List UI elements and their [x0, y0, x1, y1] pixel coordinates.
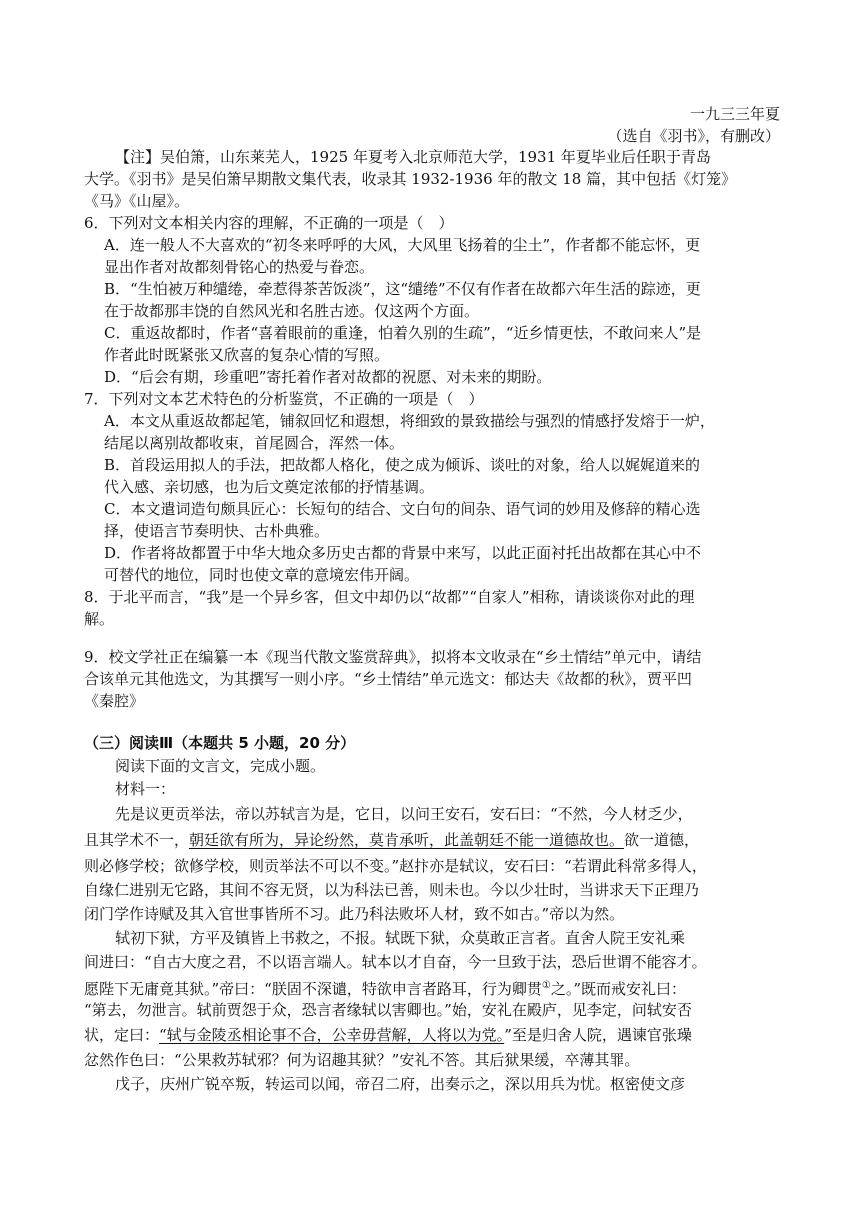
- passage-p2-line1: 轼初下狱，方平及镇皆上书救之，不报。轼既下狱，众莫敢正言者。直舍人院王安礼乘: [115, 929, 686, 947]
- note-line-1: 【注】吴伯箫，山东莱芜人，1925 年夏考入北京师范大学，1931 年夏毕业后任职于青岛: [115, 148, 711, 166]
- q6-option-d-line1: D．“后会有期，珍重吧”寄托着作者对故都的祝愿、对未来的期盼。: [104, 368, 552, 386]
- note-line-3: 《马》《山屋》。: [84, 192, 190, 210]
- q6-option-a-line1: A．连一般人不大喜欢的“初冬来呼呼的大风，大风里飞扬着的尘土”，作者都不能忘怀，更: [104, 236, 701, 254]
- passage-p1-line5: 闭门学作诗赋及其入官世事皆所不习。此乃科法败坏人材，致不如古。”帝以为然。: [84, 905, 625, 923]
- passage-p3-line1: 戊子，庆州广锐卒叛，转运司以闻，帝召二府，出奏示之，深以用兵为忧。枢密使文彦: [115, 1075, 686, 1093]
- passage-p1-line1: 先是议更贡举法，帝以苏轼言为是，它日，以问王安石，安石曰：“不然，今人材乏少，: [115, 805, 693, 823]
- passage-p2-line4: “第去，勿泄言。轼前贾怨于众，恐言者缘轼以害卿也。”始，安礼在殿庐，见李定，问轼安否: [84, 1001, 692, 1019]
- section-3-heading: （三）阅读Ⅲ（本题共 5 小题，20 分）: [84, 734, 356, 752]
- q6-option-c-line2: 作者此时既紧张又欣喜的复杂心情的写照。: [104, 346, 390, 364]
- question-8-line2: 解。: [84, 610, 115, 628]
- question-6-stem: 6．下列对文本相关内容的理解，不正确的一项是（ ）: [84, 214, 454, 232]
- q6-option-b-line2: 在于故都那丰饶的自然风光和名胜古迹。仅这两个方面。: [104, 302, 480, 320]
- passage-p1-line4: 自缘仁进别无它路，其间不容无贤，以为科法已善，则未也。今以少壮时，当讲求天下正理乃: [84, 881, 700, 899]
- q7-option-a-line2: 结尾以离别故都收束，首尾圆合，浑然一体。: [104, 434, 405, 452]
- passage-p1-line2: 且其学术不一，朝廷欲有所为，异论纷然，莫肯承听，此盖朝廷不能一道德故也。欲一道德，: [84, 831, 700, 849]
- question-7-stem: 7．下列对文本艺术特色的分析鉴赏，不正确的一项是（ ）: [84, 390, 484, 408]
- question-8-line1: 8．于北平而言，“我”是一个异乡客，但文中却仍以“故都”“自家人”相称，请谈谈你对此的理: [84, 588, 695, 606]
- question-9-line2: 合该单元其他选文，为其撰写一则小序。“乡土情结”单元选文：郁达夫《故都的秋》，贾平凹: [84, 670, 692, 688]
- passage-p2-line5: 状，定曰：“轼与金陵丞相论事不合，公幸毋营解，人将以为党。”至是归舍人院，遇谏官张璪: [84, 1026, 692, 1044]
- ending-date: 一九三三年夏: [689, 105, 780, 123]
- question-9-line3: 《秦腔》: [84, 692, 145, 710]
- passage-p2-line3: 愿陛下无庸竟其狱。”帝曰：“朕固不深谴，特欲申言者路耳，行为卿贯①之。”既而戒安礼曰：: [84, 980, 686, 998]
- q7-option-b-line1: B．首段运用拟人的手法，把故都人格化，使之成为倾诉、谈吐的对象，给人以娓娓道来的: [104, 456, 701, 474]
- passage-p2-line6: 忿然作色曰：“公果救苏轼邪？何为诏趣其狱？”安礼不答。其后狱果缓，卒薄其罪。: [84, 1051, 640, 1069]
- section-3-instruction: 阅读下面的文言文，完成小题。: [115, 757, 326, 775]
- q6-option-b-line1: B．“生怕被万种缱绻，牵惹得茶苦饭淡”，这“缱绻”不仅有作者在故都六年生活的踪迹，更: [104, 280, 701, 298]
- q7-option-d-line2: 可替代的地位，同时也使文章的意境宏伟开阔。: [104, 566, 420, 584]
- question-9-line1: 9．校文学社正在编纂一本《现当代散文鉴赏辞典》，拟将本文收录在“乡土情结”单元中，请结: [84, 648, 702, 666]
- passage-p1-line3: 则必修学校；欲修学校，则贡举法不可以不变。”赵抃亦是轼议，安石曰：“若谓此科常多得人，: [84, 857, 707, 875]
- q6-option-a-line2: 显出作者对故都刻骨铭心的热爱与眷恋。: [104, 258, 375, 276]
- footnote-marker: ①: [541, 980, 551, 991]
- q7-option-c-line2: 择，使语言节奏明快、古朴典雅。: [104, 522, 330, 540]
- material-one-label: 材料一：: [115, 780, 176, 798]
- q6-option-c-line1: C．重返故都时，作者“喜着眼前的重逢，怕着久别的生疏”，“近乡情更怯，不敢问来人”是: [104, 324, 702, 342]
- q7-option-d-line1: D．作者将故都置于中华大地众多历史古都的背景中来写，以此正面衬托出故都在其心中不: [104, 544, 702, 562]
- q7-option-a-line1: A．本文从重返故都起笔，铺叙回忆和遐想，将细致的景致描绘与强烈的情感抒发熔于一炉，: [104, 412, 715, 430]
- underlined-sentence-1: 朝廷欲有所为，异论纷然，莫肯承听，此盖朝廷不能一道德故也。: [189, 831, 625, 849]
- note-line-2: 大学。《羽书》是吴伯箫早期散文集代表，收录其 1932-1936 年的散文 18 篇，其中包括《灯笼》: [84, 170, 737, 188]
- q7-option-b-line2: 代入感、亲切感，也为后文奠定浓郁的抒情基调。: [104, 478, 435, 496]
- q7-option-c-line1: C．本文遣词造句颇具匠心：长短句的结合、文白句的间杂、语气词的妙用及修辞的精心选: [104, 500, 701, 518]
- passage-p2-line2: 间进曰：“自古大度之君，不以语言端人。轼本以才自奋，今一旦致于法，恐后世谓不能容才。: [84, 953, 707, 971]
- ending-source: （选自《羽书》，有删改）: [607, 127, 780, 145]
- underlined-sentence-2: “轼与金陵丞相论事不合，公幸毋营解，人将以为党。: [159, 1026, 505, 1044]
